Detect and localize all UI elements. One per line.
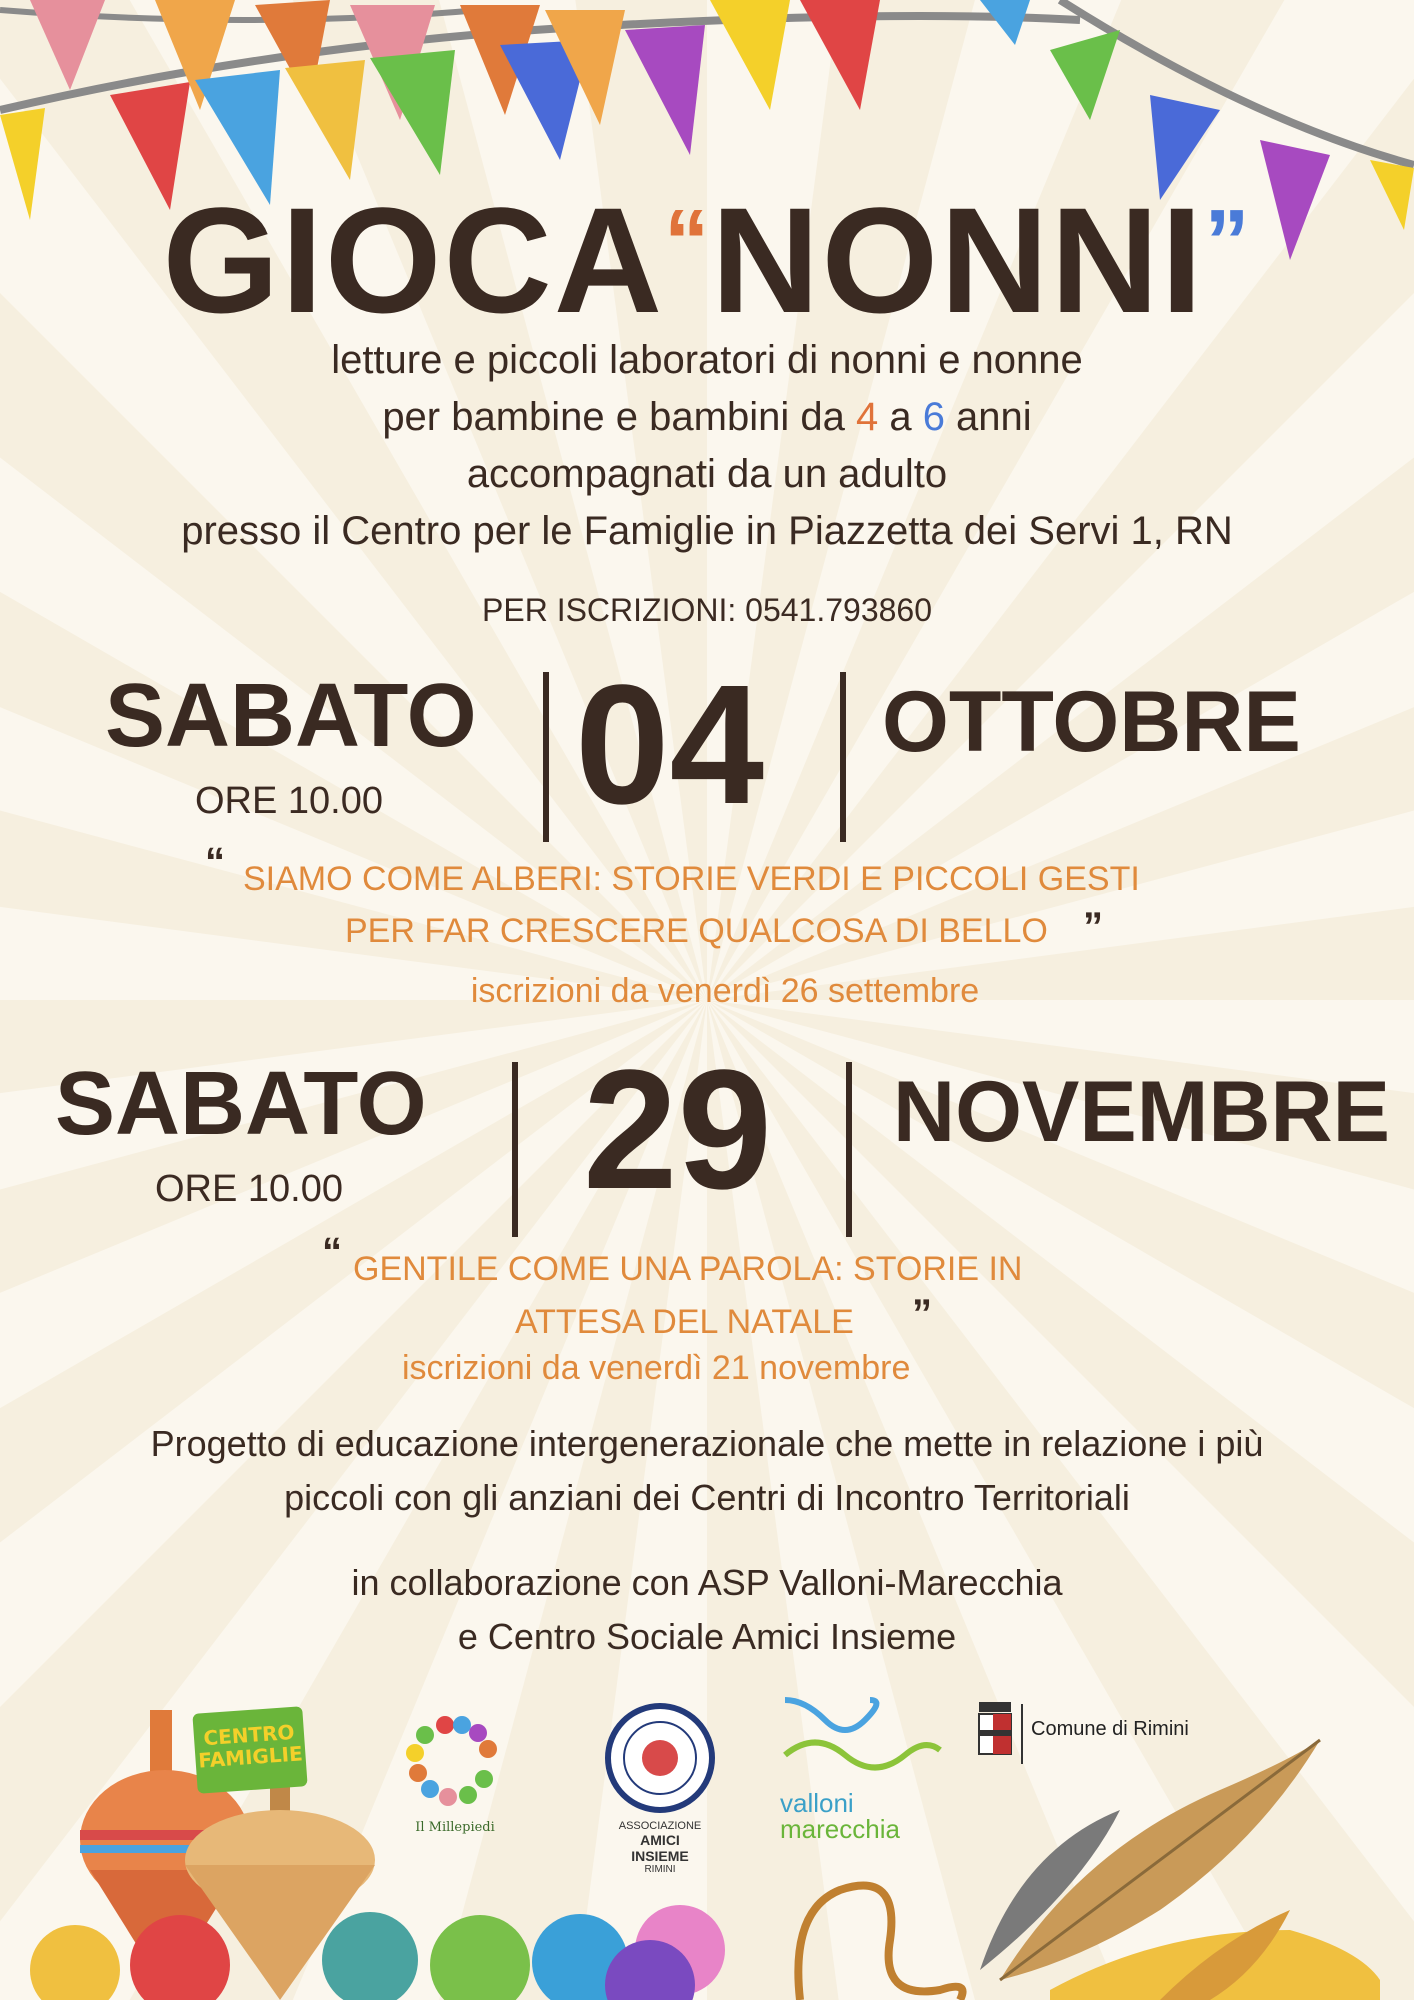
title-close-quote: ” xyxy=(1204,192,1252,292)
event1-date: 04 xyxy=(575,650,765,840)
amici-insieme-text-2: AMICI xyxy=(640,1832,680,1848)
event2-quote-close-mark: ” xyxy=(912,1292,932,1336)
event2-day-label: SABATO xyxy=(55,1054,427,1154)
event1-quote-open-mark: “ xyxy=(205,840,225,884)
age-to: 6 xyxy=(922,395,945,439)
event1-quote-close-mark: ” xyxy=(1083,905,1103,949)
collaboration-line-2: e Centro Sociale Amici Insieme xyxy=(457,1616,957,1657)
millepiedi-logo-text: Il Millepiedi xyxy=(415,1820,495,1835)
event2-date: 29 xyxy=(583,1035,773,1225)
page-title xyxy=(0,176,1414,344)
event2-divider-right xyxy=(846,1062,852,1237)
event1-time: ORE 10.00 xyxy=(195,780,383,822)
event1-story-line-1: SIAMO COME ALBERI: STORIE VERDI E PICCOLI GESTI xyxy=(243,860,1140,898)
marecchia-text: marecchia xyxy=(780,1814,900,1844)
centro-famiglie-logo xyxy=(192,1706,307,1793)
event2-quote-open-mark: “ xyxy=(322,1230,342,1274)
event2-divider-left xyxy=(512,1062,518,1237)
marbles-illustration xyxy=(20,1890,800,2000)
millepiedi-logo-mark xyxy=(400,1715,510,1815)
amici-insieme-text-3: INSIEME xyxy=(631,1848,689,1864)
title-word-nonni: NONNI xyxy=(711,176,1205,344)
subtitle-line-2 xyxy=(0,389,1414,445)
valloni-marecchia-logo xyxy=(780,1690,950,1850)
event1-story-line-2: PER FAR CRESCERE QUALCOSA DI BELLO xyxy=(345,912,1048,950)
event2-time: ORE 10.00 xyxy=(155,1168,343,1210)
centro-famiglie-logo-text: CENTRO FAMIGLIE xyxy=(197,1719,304,1773)
comune-text: Comune di Rimini xyxy=(1031,1718,1189,1740)
subtitle-line-3: accompagnati da un adulto xyxy=(466,452,948,496)
amici-insieme-text-4: RIMINI xyxy=(644,1864,676,1875)
event1-month: OTTOBRE xyxy=(882,674,1301,770)
event2-story-line-2: ATTESA DEL NATALE xyxy=(515,1303,854,1341)
amici-insieme-logo-mark xyxy=(600,1700,720,1815)
subtitle-line-2-mid: a xyxy=(878,395,923,439)
event1-divider-right xyxy=(840,672,846,842)
amici-insieme-text-1: ASSOCIAZIONE xyxy=(618,1820,702,1832)
collaboration-line-1: in collaborazione con ASP Valloni-Marecchia xyxy=(351,1562,1063,1603)
title-open-quote: “ xyxy=(664,192,712,292)
subtitle-line-1: letture e piccoli laboratori di nonni e nonne xyxy=(331,338,1083,382)
registration-phone: PER ISCRIZIONI: 0541.793860 xyxy=(482,592,932,628)
valloni-marecchia-logo-mark xyxy=(780,1690,950,1785)
event2-story-line-1: GENTILE COME UNA PAROLA: STORIE IN xyxy=(353,1250,1023,1288)
location-text: presso il Centro per le Famiglie in Piazzetta dei Servi 1, RN xyxy=(181,509,1233,553)
title-word-gioca: GIOCA xyxy=(162,176,665,344)
amici-insieme-logo xyxy=(600,1700,720,1880)
event2-registration: iscrizioni da venerdì 21 novembre xyxy=(402,1349,911,1387)
project-line-1: Progetto di educazione intergenerazionale che mette in relazione i più xyxy=(150,1423,1264,1464)
subtitle-line-2-pre: per bambine e bambini da xyxy=(382,395,856,439)
project-line-2: piccoli con gli anziani dei Centri di Incontro Territoriali xyxy=(284,1477,1130,1518)
event1-divider-left xyxy=(543,672,549,842)
feathers-illustration xyxy=(960,1730,1380,2000)
rope-illustration xyxy=(780,1850,980,2000)
event1-day-label: SABATO xyxy=(105,666,477,766)
valloni-text: valloni xyxy=(780,1788,854,1818)
subtitle-line-2-post: anni xyxy=(944,395,1032,439)
age-from: 4 xyxy=(855,395,879,439)
event2-month: NOVEMBRE xyxy=(893,1064,1390,1160)
millepiedi-logo xyxy=(400,1715,510,1835)
event1-registration: iscrizioni da venerdì 26 settembre xyxy=(470,972,980,1010)
